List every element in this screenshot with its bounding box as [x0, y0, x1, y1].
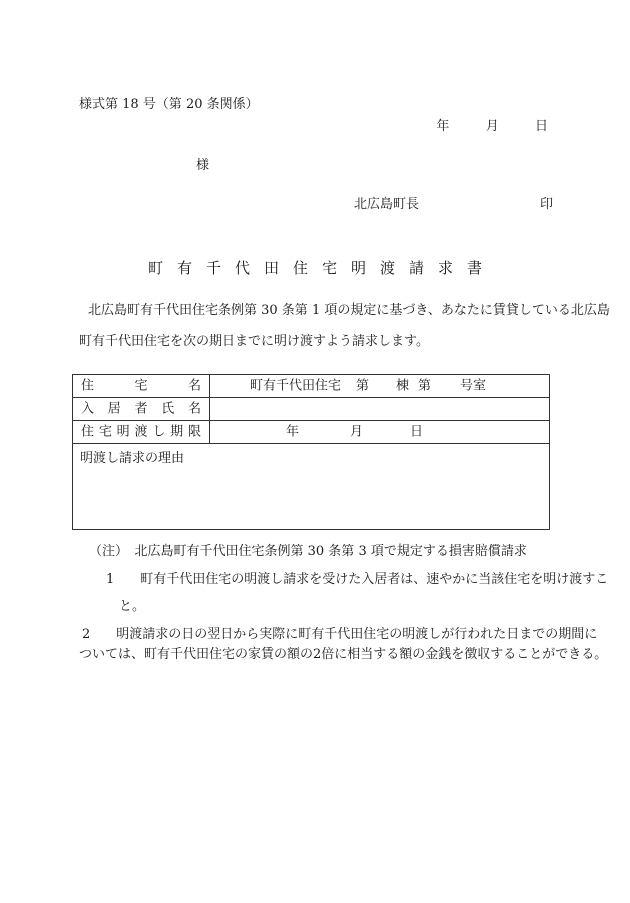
table-row-tenant-name: [73, 398, 549, 421]
note-item-2-line-1: 2 明渡請求の日の翌日から実際に町有千代田住宅の明渡しが行われた日までの期間に: [82, 627, 598, 642]
label-char: 住: [81, 424, 95, 440]
label-char: 宅: [98, 424, 112, 440]
deadline-month-label: 月: [350, 424, 364, 440]
housing-name-value[interactable]: [210, 375, 549, 397]
label-char: 名: [187, 378, 201, 394]
housing-name: 町有千代田住宅: [250, 378, 342, 394]
issue-date: [436, 120, 548, 133]
label-char: 宅: [134, 378, 148, 394]
building-suffix: 棟: [396, 378, 410, 394]
date-day-label: 日: [534, 119, 548, 134]
label-char: 期: [170, 424, 184, 440]
form-number: 様式第 18 号（第 20 条関係）: [79, 97, 259, 112]
seal-mark: 印: [540, 197, 554, 212]
label-char: 入: [81, 401, 95, 417]
body-text-line-2: 町有千代田住宅を次の期日までに明け渡すよう請求します。: [79, 334, 429, 349]
addressee-suffix: 様: [196, 158, 210, 173]
date-year-label: 年: [436, 119, 450, 134]
label-char: 明: [116, 424, 130, 440]
building-prefix: 第: [356, 378, 370, 394]
label-char: 限: [187, 424, 201, 440]
document-title: 町有千代田住宅明渡請求書: [147, 259, 496, 277]
deadline-day-label: 日: [410, 424, 424, 440]
table-row-housing-name: [73, 375, 549, 398]
tenant-name-field[interactable]: [210, 398, 549, 420]
row-label-housing-name: [73, 375, 210, 397]
body-text-line-1: 北広島町有千代田住宅条例第 30 条第 1 項の規定に基づき、あなたに賃貸している北広島: [88, 303, 610, 318]
label-char: 居: [107, 401, 121, 417]
request-table: [72, 374, 550, 530]
label-char: 名: [187, 401, 201, 417]
row-label-tenant-name: [73, 398, 210, 420]
issuer-name: 北広島町長: [354, 197, 420, 212]
date-month-label: 月: [485, 119, 499, 134]
note-item-1-line-1: 1 町有千代田住宅の明渡し請求を受けた入居者は、速やかに当該住宅を明け渡すこ: [106, 572, 609, 587]
note-item-1-line-2: と。: [119, 599, 146, 614]
vacate-deadline-field[interactable]: [210, 421, 549, 443]
room-suffix: 号室: [460, 378, 487, 394]
label-char: 氏: [161, 401, 175, 417]
note-item-2-line-2: ついては、町有千代田住宅の家賃の額の2倍に相当する額の金銭を徴収することができる。: [79, 647, 608, 662]
note-heading: （注） 北広島町有千代田住宅条例第 30 条第 3 項で規定する損害賠償請求: [89, 544, 527, 559]
label-char: 者: [134, 401, 148, 417]
room-prefix: 第: [418, 378, 432, 394]
label-char: 住: [81, 378, 95, 394]
reason-label: 明渡し請求の理由: [80, 451, 185, 466]
row-label-vacate-deadline: [73, 421, 210, 443]
table-row-vacate-deadline: [73, 421, 549, 444]
label-char: し: [152, 424, 166, 440]
label-char: 渡: [134, 424, 148, 440]
deadline-year-label: 年: [286, 424, 300, 440]
